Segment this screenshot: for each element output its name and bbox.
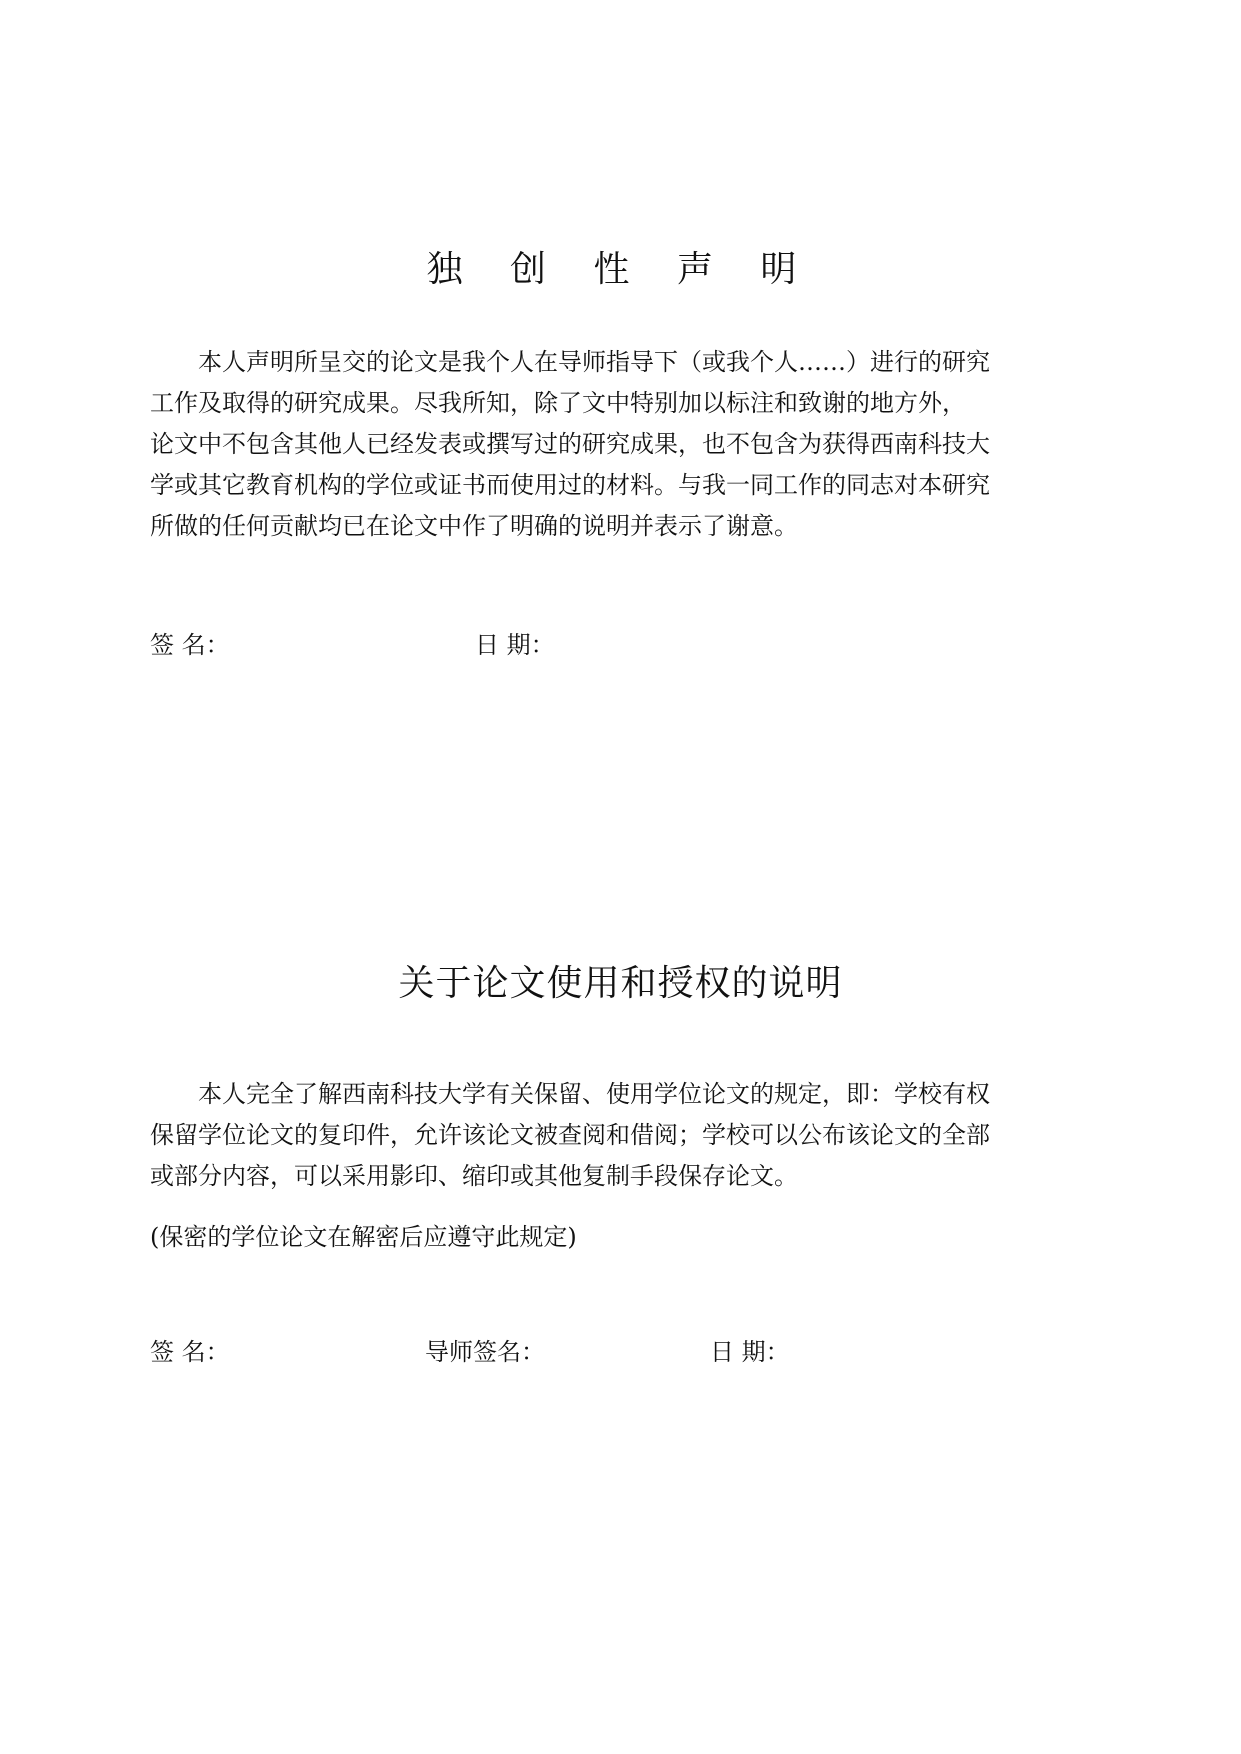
- signature-label: 签 名：: [150, 631, 230, 659]
- authorization-paragraph: [150, 1074, 1050, 1197]
- authorization-line: 保留学位论文的复印件，允许该论文被查阅和借阅；学校可以公布该论文的全部: [150, 1121, 990, 1149]
- signature-label: 签 名：: [150, 1338, 230, 1366]
- authorization-line: 或部分内容，可以采用影印、缩印或其他复制手段保存论文。: [150, 1162, 798, 1190]
- declaration-paragraph: [150, 342, 1050, 547]
- declaration-line: 所做的任何贡献均已在论文中作了明确的说明并表示了谢意。: [150, 512, 798, 540]
- declaration-line: 论文中不包含其他人已经发表或撰写过的研究成果，也不包含为获得西南科技大: [150, 430, 990, 458]
- date-label: 日 期：: [475, 631, 555, 659]
- authorization-title: 关于论文使用和授权的说明: [398, 963, 843, 1004]
- declaration-title: 独 创 性 声 明: [426, 249, 815, 290]
- date-label: 日 期：: [710, 1338, 790, 1366]
- supervisor-signature-label: 导师签名：: [425, 1338, 545, 1366]
- declaration-line: 学或其它教育机构的学位或证书而使用过的材料。与我一同工作的同志对本研究: [150, 471, 990, 499]
- confidentiality-note: (保密的学位论文在解密后应遵守此规定): [150, 1223, 577, 1251]
- declaration-line: 工作及取得的研究成果。尽我所知，除了文中特别加以标注和致谢的地方外，: [150, 389, 966, 417]
- declaration-line: 本人声明所呈交的论文是我个人在导师指导下（或我个人……）进行的研究: [198, 348, 990, 376]
- authorization-line: 本人完全了解西南科技大学有关保留、使用学位论文的规定，即：学校有权: [198, 1080, 990, 1108]
